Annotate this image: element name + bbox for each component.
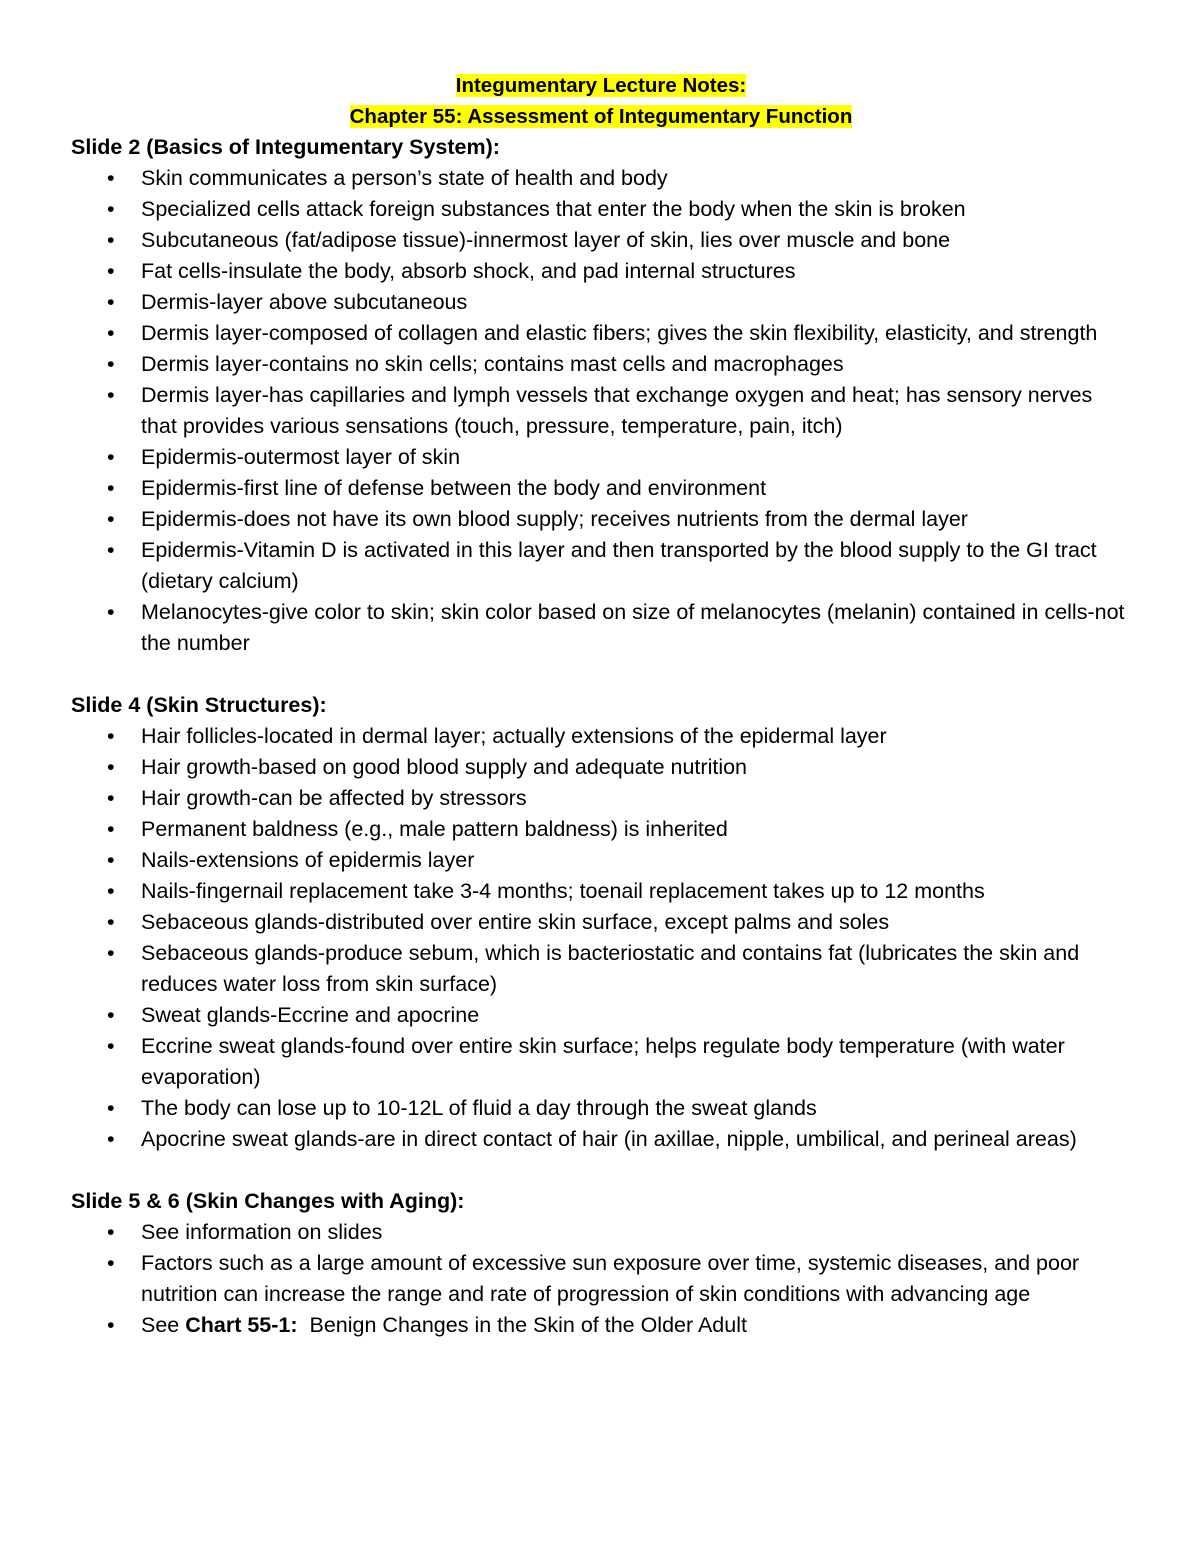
bullet-icon: • (107, 321, 115, 345)
section-1 (71, 132, 1131, 659)
bullet-icon: • (107, 383, 115, 407)
list-item-text: The body can lose up to 10-12L of fluid a day through the sweat glands (141, 1096, 817, 1120)
list-item-text: Sebaceous glands-distributed over entire skin surface, except palms and soles (141, 910, 890, 934)
document-header (71, 70, 1131, 132)
bullet-icon: • (107, 879, 115, 903)
list-item (71, 163, 1131, 194)
list-item (71, 938, 1131, 1000)
sections-container (71, 132, 1131, 1341)
document-page (71, 70, 1131, 1341)
section-heading: Slide 5 & 6 (Skin Changes with Aging): (71, 1189, 465, 1213)
list-item (71, 473, 1131, 504)
section-heading: Slide 4 (Skin Structures): (71, 693, 327, 717)
list-item-text: Melanocytes-give color to skin; skin color based on size of melanocytes (melanin) contained in cells-not the number (141, 600, 1125, 655)
list-item-text: Specialized cells attack foreign substances that enter the body when the skin is broken (141, 197, 966, 221)
bullet-list (71, 1217, 1131, 1341)
title-line (71, 70, 1131, 101)
bullet-icon: • (107, 259, 115, 283)
bullet-icon: • (107, 1034, 115, 1058)
bullet-icon: • (107, 724, 115, 748)
list-item (71, 535, 1131, 597)
list-item-text: Factors such as a large amount of excessive sun exposure over time, systemic diseases, and poor nutrition can increase the range and rate of progression of skin conditions with advancing age (141, 1251, 1080, 1306)
list-item (71, 349, 1131, 380)
bullet-icon: • (107, 1127, 115, 1151)
list-item-text: Epidermis-outermost layer of skin (141, 445, 461, 469)
bullet-icon: • (107, 600, 115, 624)
list-item (71, 907, 1131, 938)
list-item (71, 380, 1131, 442)
list-item-text: Dermis-layer above subcutaneous (141, 290, 468, 314)
list-item (71, 783, 1131, 814)
bullet-icon: • (107, 1313, 115, 1337)
bullet-icon: • (107, 1003, 115, 1027)
list-item-text: Permanent baldness (e.g., male pattern baldness) is inherited (141, 817, 728, 841)
section-heading: Slide 2 (Basics of Integumentary System): (71, 135, 500, 159)
list-item (71, 597, 1131, 659)
list-item (71, 1310, 1131, 1341)
list-item-prefix: See (141, 1313, 186, 1337)
list-item-text: Skin communicates a person’s state of health and body (141, 166, 668, 190)
list-item-text: Epidermis-Vitamin D is activated in this layer and then transported by the blood supply to the GI tract (dietary calcium) (141, 538, 1097, 593)
list-item (71, 1217, 1131, 1248)
bullet-icon: • (107, 538, 115, 562)
bullet-icon: • (107, 290, 115, 314)
list-item (71, 318, 1131, 349)
list-item (71, 442, 1131, 473)
bullet-list (71, 163, 1131, 659)
list-item (71, 721, 1131, 752)
list-item (71, 1000, 1131, 1031)
document-subtitle: Chapter 55: Assessment of Integumentary Function (349, 105, 853, 128)
list-item (71, 287, 1131, 318)
list-item (71, 225, 1131, 256)
list-item-text: Epidermis-does not have its own blood supply; receives nutrients from the dermal layer (141, 507, 968, 531)
list-item-text: Hair growth-based on good blood supply and adequate nutrition (141, 755, 748, 779)
list-item-text: Subcutaneous (fat/adipose tissue)-innermost layer of skin, lies over muscle and bone (141, 228, 951, 252)
list-item-text: Nails-fingernail replacement take 3-4 months; toenail replacement takes up to 12 months (141, 879, 985, 903)
list-item (71, 1031, 1131, 1093)
list-item-text: See information on slides (141, 1220, 383, 1244)
bullet-icon: • (107, 352, 115, 376)
bullet-icon: • (107, 1220, 115, 1244)
list-item-text: Sebaceous glands-produce sebum, which is bacteriostatic and contains fat (lubricates the skin and reduces water loss from skin surface) (141, 941, 1080, 996)
list-item-text: Hair growth-can be affected by stressors (141, 786, 527, 810)
bullet-icon: • (107, 476, 115, 500)
bullet-icon: • (107, 166, 115, 190)
bullet-icon: • (107, 228, 115, 252)
list-item-text: Dermis layer-composed of collagen and elastic fibers; gives the skin flexibility, elasticity, and strength (141, 321, 1098, 345)
list-item-text: Dermis layer-has capillaries and lymph vessels that exchange oxygen and heat; has sensory nerves that provides various sensations (touch, pressure, temperature, pain, itch) (141, 383, 1093, 438)
chart-reference: Chart 55-1: (185, 1313, 298, 1337)
bullet-icon: • (107, 755, 115, 779)
bullet-icon: • (107, 817, 115, 841)
bullet-icon: • (107, 910, 115, 934)
list-item (71, 194, 1131, 225)
list-item (71, 752, 1131, 783)
list-item-text: Dermis layer-contains no skin cells; contains mast cells and macrophages (141, 352, 844, 376)
list-item-text: Epidermis-first line of defense between the body and environment (141, 476, 767, 500)
subtitle-line (71, 101, 1131, 132)
bullet-icon: • (107, 941, 115, 965)
list-item (71, 876, 1131, 907)
section-3 (71, 1186, 1131, 1341)
list-item (71, 256, 1131, 287)
bullet-icon: • (107, 507, 115, 531)
bullet-icon: • (107, 197, 115, 221)
bullet-icon: • (107, 1096, 115, 1120)
list-item (71, 845, 1131, 876)
list-item-text: Fat cells-insulate the body, absorb shock, and pad internal structures (141, 259, 796, 283)
bullet-icon: • (107, 1251, 115, 1275)
list-item-text: Sweat glands-Eccrine and apocrine (141, 1003, 480, 1027)
bullet-icon: • (107, 848, 115, 872)
bullet-icon: • (107, 786, 115, 810)
list-item-text: Eccrine sweat glands-found over entire skin surface; helps regulate body temperature (with water evaporation) (141, 1034, 1065, 1089)
list-item-text: Nails-extensions of epidermis layer (141, 848, 475, 872)
list-item (71, 1248, 1131, 1310)
bullet-icon: • (107, 445, 115, 469)
section-2 (71, 690, 1131, 1155)
list-item-text: Apocrine sweat glands-are in direct contact of hair (in axillae, nipple, umbilical, and perineal areas) (141, 1127, 1077, 1151)
list-item-suffix: Benign Changes in the Skin of the Older Adult (297, 1313, 747, 1337)
list-item (71, 1093, 1131, 1124)
document-title: Integumentary Lecture Notes: (455, 74, 747, 97)
list-item-text: Hair follicles-located in dermal layer; actually extensions of the epidermal layer (141, 724, 887, 748)
list-item (71, 1124, 1131, 1155)
bullet-list (71, 721, 1131, 1155)
list-item (71, 814, 1131, 845)
list-item (71, 504, 1131, 535)
